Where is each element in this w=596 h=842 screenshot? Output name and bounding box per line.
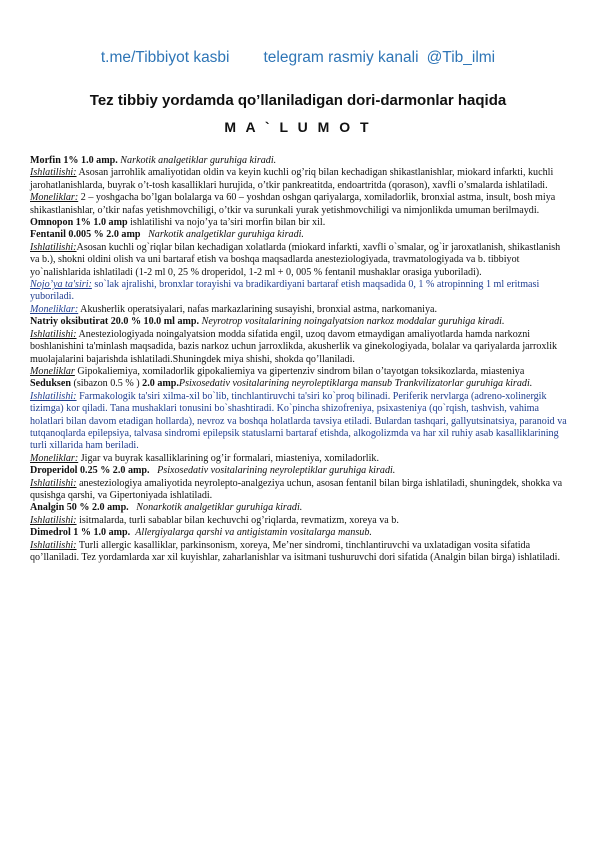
channel-header — [0, 49, 596, 67]
drug-name-detail: (sibazon 0.5 % ) — [70, 378, 143, 390]
drug-dose: 2.0 amp. — [142, 378, 179, 390]
drug-contraindications — [30, 366, 568, 378]
section-label: Ishlatilishi: — [30, 241, 77, 253]
drug-contraindications — [30, 192, 568, 217]
channel-description: telegram rasmiy kanali — [263, 49, 419, 66]
section-text: Jigar va buyrak kasalliklarining og’ir formalari, miasteniya, xomiladorlik. — [78, 452, 379, 464]
section-label: Ishlatilishi: — [30, 390, 77, 402]
section-text: anesteziologiya amaliyotida neyrolepto-analgeziya uchun, asosan fentanil bilan birga ishlatiladi, shuningdek, shokka va qusishga qarshi, va Gipertoniyada ishlatiladi. — [30, 477, 563, 501]
drug-group: Allergiyalarga qarshi va antigistamin vositalarga mansub. — [135, 527, 372, 539]
section-label: Moneliklar: — [30, 452, 79, 464]
drug-contraindications — [30, 453, 568, 465]
drug-group: Nonarkotik analgetiklar guruhiga kiradi. — [136, 502, 303, 514]
section-label: Ishlatilishi: — [30, 477, 77, 489]
drug-name: Fentanil 0.005 % 2.0 amp — [30, 229, 141, 241]
section-text: Asosan jarrohlik amaliyotidan oldin va keyin kuchli og’riq bilan kechadigan shikastlanishlar, miokard infarkti, kuchli jarohatlanishlarda, buyrak o’t-tosh kasalliklari hurujida, o’tkir pankreatitda, endoartritda (qorason), xavfli o’smalarda ishlatiladi. — [30, 167, 554, 191]
drug-indications — [30, 478, 568, 503]
drug-indications — [30, 391, 568, 453]
section-text: isitmalarda, turli sabablar bilan kechuvchi og’riqlarda, revmatizm, xoreya va b. — [76, 514, 399, 526]
section-text: Akusherlik operatsiyalari, nafas markazlarining susayishi, bronxial astma, narkomaniya. — [78, 303, 438, 315]
drug-entry-morfin — [30, 155, 568, 167]
drug-indications — [30, 242, 568, 279]
section-label: Moneliklar — [30, 365, 75, 377]
drug-indications — [30, 329, 568, 366]
section-text: Farmakologik ta'siri xilma-xil bo`lib, tinchlantiruvchi ta'siri ko`proq bilinadi. Periferik nervlarga (adreno-xolinergik tizimga) kor qiladi. Tana mushaklari tonusini bo`shashtiradi. Ko`pincha shizofreniya, psixasteniya (qo`rqish, tashvish, vahima holatlari bilan davom etadigan hollarda), nevroz va boshqa holatlarda tavsiya etiladi. Bulardan tashqari, gallyutsinatsiya, paranoid va tutqanoqlarda epilepsiya, talvasa sindromi epilepsik statuslarni bartaraf etishda, alkogolizmda va har xil ruhiy asab kasalliklarining turli xillarida ham beriladi. — [30, 390, 567, 452]
section-text: ishlatilishi va nojo’ya ta’siri morfin bilan bir xil. — [127, 217, 326, 229]
drug-entry-seduksen — [30, 378, 568, 390]
section-label: Moneliklar: — [30, 192, 79, 204]
document-body — [30, 155, 568, 564]
section-label: Ishlatilishi: — [30, 167, 77, 179]
section-text: Turli allergic kasalliklar, parkinsonism, xoreya, Me’ner sindromi, tinchlantiruvchi va uxlatadigan vosita sifatida qo’llaniladi. Tez yordamlarda xar xil kuyishlar, zaharlanishlar va isitmani tushuruvchi dori sifatida (Analgin bilan birga) ishlatiladi. — [30, 539, 560, 563]
drug-group: Narkotik analgetiklar guruhiga kiradi. — [120, 155, 277, 166]
channel-link[interactable]: t.me/Tibbiyot kasbi — [100, 49, 230, 66]
section-label: Ishlatilishi: — [30, 514, 77, 526]
document-subtitle: M A ` L U M O T — [224, 119, 372, 135]
drug-entry-omnopon — [30, 217, 568, 229]
drug-name: Omnopon 1% 1.0 amp — [30, 217, 128, 229]
drug-name: Analgin 50 % 2.0 amp. — [30, 502, 129, 514]
section-label: Ishlatilishi: — [30, 328, 77, 340]
section-text: Asosan kuchli og`riqlar bilan kechadigan xolatlarda (miokard infarkti, xavfli o`smalar, og`ir jaroxatlanish, shikastlanish va b.), shokni oldini olish va uni bartaraf etish va boshqa maqsadlarda anesteziologiyada, travmatologiyada va b. tibbiyot yo`nalishlarida ishlatiladi (1-2 ml 0, 25 % droperidol, 1-2 ml + 0, 005 % fentanil mushaklar orasiga yuboriladi). — [30, 241, 561, 278]
section-text: 2 – yoshgacha bo’lgan bolalarga va 60 – yoshdan oshgan qariyalarga, xomiladorlik, bronxial astma, insult, bosh miya shikastlanishlar, o’tkir nafas yetishmovchiligi, o’tkir va surunkali yurak yetishmovchiligi va nimjonlikda umuman berilmaydi. — [30, 192, 556, 216]
section-label: Moneliklar: — [30, 303, 79, 315]
document-title: Tez tibbiy yordamda qo’llaniladigan dori-darmonlar haqida — [89, 92, 507, 109]
drug-name: Seduksen — [30, 378, 71, 390]
drug-entry-natriy — [30, 316, 568, 328]
drug-name: Dimedrol 1 % 1.0 amp. — [30, 527, 131, 539]
channel-handle[interactable]: @Tib_ilmi — [426, 49, 496, 66]
drug-contraindications — [30, 304, 568, 316]
drug-entry-droperidol — [30, 465, 568, 477]
drug-name: Morfin 1% 1.0 amp. — [30, 155, 118, 166]
drug-name: Natriy oksibutirat 20.0 % 10.0 ml amp. — [30, 316, 200, 328]
section-text: Anesteziologiyada noingalyatsion modda sifatida engil, uzoq davom etmaydigan amaliyotlarda hamda narkozni boshlanishini ta'minlash maqsadida, bazis narkoz uchun jarroxlikda, akusherlik va ginekologiyada, bolalar va qariyalarda jarroxlik muolajalarini bajarishda ishlatiladi.Shuningdek miya shishi, shokda qo’llaniladi. — [30, 328, 558, 365]
drug-entry-dimedrol — [30, 527, 568, 539]
drug-indications — [30, 540, 568, 565]
drug-group: Neyrotrop vositalarining noingalyatsion narkoz moddalar guruhiga kiradi. — [201, 316, 505, 328]
drug-group: Narkotik analgetiklar guruhiga kiradi. — [148, 229, 304, 241]
drug-entry-analgin — [30, 502, 568, 514]
drug-group: Psixosedativ vositalarining neyroleptiklar guruhiga kiradi. — [157, 465, 396, 477]
drug-indications — [30, 515, 568, 527]
section-label: Nojo’ya ta'siri: — [30, 279, 92, 291]
section-text: so`lak ajralishi, bronxlar torayishi va bradikardiyani bartaraf etish maqsadida 0, 1 % atropinning 1 ml eritmasi yuboriladi. — [30, 279, 540, 303]
drug-indications — [30, 167, 568, 192]
drug-side-effects — [30, 279, 568, 304]
drug-entry-fentanil — [30, 229, 568, 241]
section-text: Gipokaliemiya, xomiladorlik gipokaliemiya va gipertenziv sindrom bilan o’tayotgan toksikozlarda, miasteniya — [74, 365, 525, 377]
drug-group: Psixosedativ vositalarining neyroleptiklarga mansub Trankvilizatorlar guruhiga kiradi. — [178, 378, 533, 390]
drug-name: Droperidol 0.25 % 2.0 amp. — [30, 465, 150, 477]
section-label: Ishlatilishi: — [30, 539, 77, 551]
